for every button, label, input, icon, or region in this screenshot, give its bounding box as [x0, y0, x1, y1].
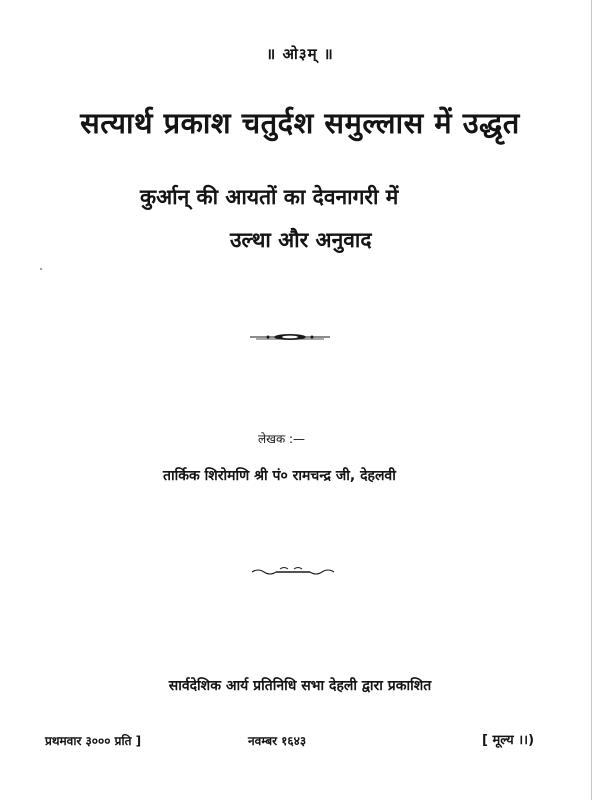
- subtitle-line-2: उल्था और अनुवाद: [230, 228, 372, 252]
- edition-info: प्रथमवार ३००० प्रति ]: [45, 734, 142, 748]
- publisher-line: सार्वदेशिक आर्य प्रतिनिधि सभा देहली द्वारा प्रकाशित: [168, 678, 432, 694]
- price-info: [ मूल्य ।।): [482, 733, 535, 748]
- speck-mark: [40, 268, 42, 270]
- decorative-flourish-icon: [250, 564, 336, 578]
- publication-date: नवम्बर १६४३: [248, 734, 307, 748]
- decorative-divider-icon: [248, 330, 332, 344]
- author-label: लेखक :—: [258, 432, 306, 446]
- subtitle-line-1: कुर्आन् की आयतों का देवनागरी में: [140, 185, 399, 209]
- invocation-text: ॥ ओ३म् ॥: [266, 45, 334, 63]
- book-title: सत्यार्थ प्रकाश चतुर्दश समुल्लास में उद्धृत: [80, 106, 520, 140]
- author-name: तार्किक शिरोमणि श्री पं० रामचन्द्र जी, देहलवी: [163, 468, 396, 484]
